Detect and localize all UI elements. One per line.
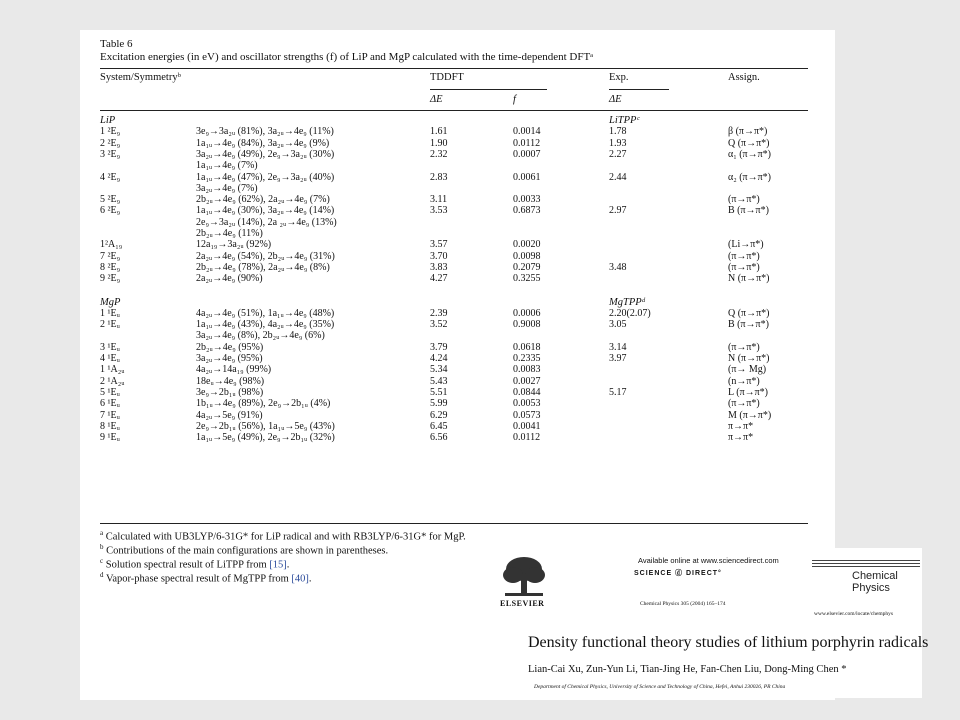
assign-cell: (π→π*) [728,261,760,273]
assign-cell: L (π→π*) [728,386,768,398]
assign-cell: (π→π*) [728,398,760,410]
table-header-rule [100,110,808,111]
oscillator-cell: 0.0112 [513,432,541,444]
transition-cell: 3a₂ᵤ→4e₉ (95%) [196,353,263,364]
footnote-mark: b [100,543,104,551]
oscillator-cell: 0.0007 [513,148,541,160]
article-affiliation: Department of Chemical Physics, University of Science and Technology of China, Hefei, Anhui 230026, PR China [534,684,786,690]
oscillator-cell: 0.0033 [513,194,541,206]
assign-cell: (π→π*) [728,250,760,262]
system-cell: 1²A₁₉ [100,239,123,251]
oscillator-cell: 0.0844 [513,386,541,398]
oscillator-cell: 0.0027 [513,375,541,387]
footnote-tail: . [308,573,312,585]
assign-cell: (π→π*) [728,194,760,206]
system-cell: 1 ¹Eᵤ [100,307,120,319]
table-description: Excitation energies (in eV) and oscillator strengths (f) of LiP and MgP calculated with the time-dependent DFTᵃ [100,51,594,63]
system-cell: 5 ²E₉ [100,194,121,206]
delta-e-cell: 2.32 [430,148,448,160]
oscillator-cell: 0.0061 [513,171,541,183]
oscillator-cell: 0.0053 [513,398,541,410]
assign-cell: (Li→π*) [728,239,764,251]
transition-cell: 2b₂ᵤ→4e₉ (62%), 2a₂ᵤ→4e₉ (7%) [196,194,330,206]
section-label: MgP [100,296,121,308]
article-authors: Lian-Cai Xu, Zun-Yun Li, Tian-Jing He, Fan-Chen Liu, Dong-Ming Chen * [528,664,847,675]
oscillator-cell: 0.0041 [513,420,541,432]
assign-cell: (π→π*) [728,341,760,353]
header-exp-delta-e: ΔE [609,94,622,105]
transition-cell: 1a₁ᵤ→5e₉ (49%), 2e₉→2b₁ᵤ (32%) [196,432,335,444]
system-cell: 4 ²E₉ [100,171,121,183]
assign-cell: π→π* [728,420,754,432]
system-cell: 8 ¹Eᵤ [100,420,120,432]
transition-cell: 3e₉→2b₁ᵤ (98%) [196,386,264,398]
exp-subrule [609,89,669,90]
journal-logo [812,560,920,608]
oscillator-cell: 0.0098 [513,250,541,262]
transition-cell: 4a₂ᵤ→5e₉ (91%) [196,409,263,421]
transition-cell: 1a₁ᵤ→4e₉ (7%) [196,160,258,172]
article-title: Density functional theory studies of lithium porphyrin radicals [528,634,929,651]
sciencedirect-logo [634,568,722,578]
transition-cell: 2b₂ᵤ→4e₉ (78%), 2a₂ᵤ→4e₉ (8%) [196,261,330,273]
journal-citation: Chemical Physics 305 (2004) 165–174 [640,601,726,607]
delta-e-cell: 4.27 [430,273,448,285]
transition-cell: 2b₂ᵤ→4e₉ (95%) [196,341,264,353]
system-cell: 7 ¹Eᵤ [100,409,120,421]
oscillator-cell: 0.2335 [513,353,541,364]
assign-cell: B (π→π*) [728,319,769,331]
transition-cell: 2b₂ᵤ→4e₉ (11%) [196,228,263,239]
section-exp-reference: LiTPPᶜ [609,115,640,126]
transition-cell: 2e₉→2b₁ᵤ (56%), 1a₁ᵤ→5e₉ (43%) [196,420,335,432]
delta-e-cell: 3.53 [430,205,448,217]
footnote-mark: d [100,571,104,579]
exp-cell: 3.05 [609,319,627,331]
transition-cell: 3a₂ᵤ→4e₉ (7%) [196,182,258,194]
exp-cell: 1.93 [609,137,627,149]
transition-cell: 4a₂ᵤ→14a₁₉ (99%) [196,364,272,376]
delta-e-cell: 2.39 [430,307,448,319]
header-f: f [513,94,516,105]
sciencedirect-text: SCIENCE ⓓ DIRECT° [634,570,722,577]
delta-e-cell: 6.29 [430,409,448,421]
exp-cell: 2.27 [609,148,627,160]
table-top-rule [100,68,808,69]
header-system: System/Symmetryᵇ [100,72,181,83]
transition-cell: 12a₁₉→3a₂ᵤ (92%) [196,239,272,251]
system-cell: 4 ¹Eᵤ [100,353,120,364]
delta-e-cell: 5.99 [430,398,448,410]
header-tddft: TDDFT [430,72,464,83]
system-cell: 6 ²E₉ [100,205,121,217]
transition-cell: 4a₂ᵤ→4e₉ (51%), 1a₁ᵤ→4e₉ (48%) [196,307,335,319]
journal-logo-lines [812,560,920,569]
exp-cell: 3.48 [609,261,627,273]
assign-cell: Q (π→π*) [728,307,770,319]
oscillator-cell: 0.0014 [513,126,541,138]
delta-e-cell: 1.90 [430,137,448,149]
delta-e-cell: 5.34 [430,364,448,376]
oscillator-cell: 0.0083 [513,364,541,376]
delta-e-cell: 2.83 [430,171,448,183]
footnote-mark: a [100,529,104,537]
assign-cell: Q (π→π*) [728,137,770,149]
delta-e-cell: 5.43 [430,375,448,387]
assign-cell: (n→π*) [728,375,760,387]
system-cell: 6 ¹Eᵤ [100,398,120,410]
assign-cell: π→π* [728,432,754,444]
oscillator-cell: 0.0618 [513,341,541,353]
transition-cell: 3a₂ᵤ→4e₉ (8%), 2b₂ᵤ→4e₉ (6%) [196,330,325,342]
exp-cell: 3.97 [609,353,627,364]
delta-e-cell: 1.61 [430,126,448,138]
transition-cell: 1b₁ᵤ→4e₉ (89%), 2e₉→2b₁ᵤ (4%) [196,398,331,410]
oscillator-cell: 0.3255 [513,273,541,285]
delta-e-cell: 4.24 [430,353,448,364]
transition-cell: 3e₉→3a₂ᵤ (81%), 3a₂ᵤ→4e₉ (11%) [196,126,334,138]
delta-e-cell: 3.57 [430,239,448,251]
footnote-text: Solution spectral result of LiTPP from [105,559,270,571]
delta-e-cell: 3.11 [430,194,448,206]
assign-cell: N (π→π*) [728,353,770,364]
system-cell: 1 ²E₉ [100,126,121,138]
footnote-mark: c [100,557,104,565]
delta-e-cell: 6.56 [430,432,448,444]
system-cell: 7 ²E₉ [100,250,121,262]
exp-cell: 2.97 [609,205,627,217]
assign-cell: (π→ Mg) [728,364,767,376]
system-cell: 9 ²E₉ [100,273,121,285]
transition-cell: 1a₁ᵤ→4e₉ (84%), 3a₂ᵤ→4e₉ (9%) [196,137,330,149]
assign-cell: M (π→π*) [728,409,772,421]
delta-e-cell: 6.45 [430,420,448,432]
delta-e-cell: 3.70 [430,250,448,262]
delta-e-cell: 5.51 [430,386,448,398]
system-cell: 2 ²E₉ [100,137,121,149]
system-cell: 5 ¹Eᵤ [100,386,120,398]
exp-cell: 1.78 [609,126,627,138]
exp-cell: 2.44 [609,171,627,183]
transition-cell: 1a₁ᵤ→4e₉ (30%), 3a₂ᵤ→4e₉ (14%) [196,205,335,217]
transition-cell: 1a₁ᵤ→4e₉ (43%), 4a₂ᵤ→4e₉ (35%) [196,319,335,331]
delta-e-cell: 3.52 [430,319,448,331]
system-cell: 1 ¹A₂ᵤ [100,364,125,376]
exp-cell: 3.14 [609,341,627,353]
oscillator-cell: 0.0020 [513,239,541,251]
header-assign: Assign. [728,72,760,83]
exp-cell: 5.17 [609,386,627,398]
footnote-tail: . [286,559,290,571]
oscillator-cell: 0.0112 [513,137,541,149]
transition-cell: 2a₂ᵤ→4e₉ (90%) [196,273,263,285]
oscillator-cell: 0.6873 [513,205,541,217]
tddft-subrule [430,89,547,90]
table-title: Table 6 [100,38,133,50]
assign-cell: α₁ (π→π*) [728,148,771,160]
transition-cell: 2e₉→3a₂ᵤ (14%), 2a ₂ᵤ→4e₉ (13%) [196,216,337,228]
table-caption [100,38,593,64]
transition-cell: 18eᵤ→4e₉ (98%) [196,375,265,387]
assign-cell: N (π→π*) [728,273,770,285]
system-cell: 3 ²E₉ [100,148,121,160]
available-online-text: Available online at www.sciencedirect.com [638,556,779,565]
footnote [100,568,312,587]
exp-cell: 2.20(2.07) [609,307,651,319]
header-delta-e: ΔE [430,94,443,105]
journal-name-line2: Physics [852,582,890,594]
journal-name-line1: Chemical [852,570,898,582]
system-cell: 8 ²E₉ [100,261,121,273]
journal-url: www.elsevier.com/locate/chemphys [814,611,894,617]
oscillator-cell: 0.9008 [513,319,541,331]
system-cell: 2 ¹Eᵤ [100,319,120,331]
transition-cell: 2a₂ᵤ→4e₉ (54%), 2b₂ᵤ→4e₉ (31%) [196,250,335,262]
footnote-text: Vapor-phase spectral result of MgTPP from [105,573,292,585]
assign-cell: α₂ (π→π*) [728,171,771,183]
footnote-text: Calculated with UB3LYP/6-31G* for LiP radical and with RB3LYP/6-31G* for MgP. [105,531,466,543]
section-label: LiP [100,115,116,126]
system-cell: 9 ¹Eᵤ [100,432,120,444]
oscillator-cell: 0.2079 [513,261,541,273]
journal-name [852,570,898,594]
table-bottom-rule [100,523,808,524]
reference-link[interactable]: [15] [269,559,287,571]
section-exp-reference: MgTPPᵈ [609,296,645,308]
system-cell: 2 ¹A₂ᵤ [100,375,125,387]
oscillator-cell: 0.0573 [513,409,541,421]
publisher-name: ELSEVIER [500,599,545,608]
assign-cell: β (π→π*) [728,126,768,138]
delta-e-cell: 3.79 [430,341,448,353]
reference-link[interactable]: [40] [291,573,309,585]
header-exp: Exp. [609,72,629,83]
delta-e-cell: 3.83 [430,261,448,273]
oscillator-cell: 0.0006 [513,307,541,319]
transition-cell: 3a₂ᵤ→4e₉ (49%), 2e₉→3a₂ᵤ (30%) [196,148,335,160]
system-cell: 3 ¹Eᵤ [100,341,120,353]
footnote-text: Contributions of the main configurations are shown in parentheses. [106,545,389,557]
transition-cell: 1a₁ᵤ→4e₉ (47%), 2e₉→3a₂ᵤ (40%) [196,171,335,183]
assign-cell: B (π→π*) [728,205,769,217]
